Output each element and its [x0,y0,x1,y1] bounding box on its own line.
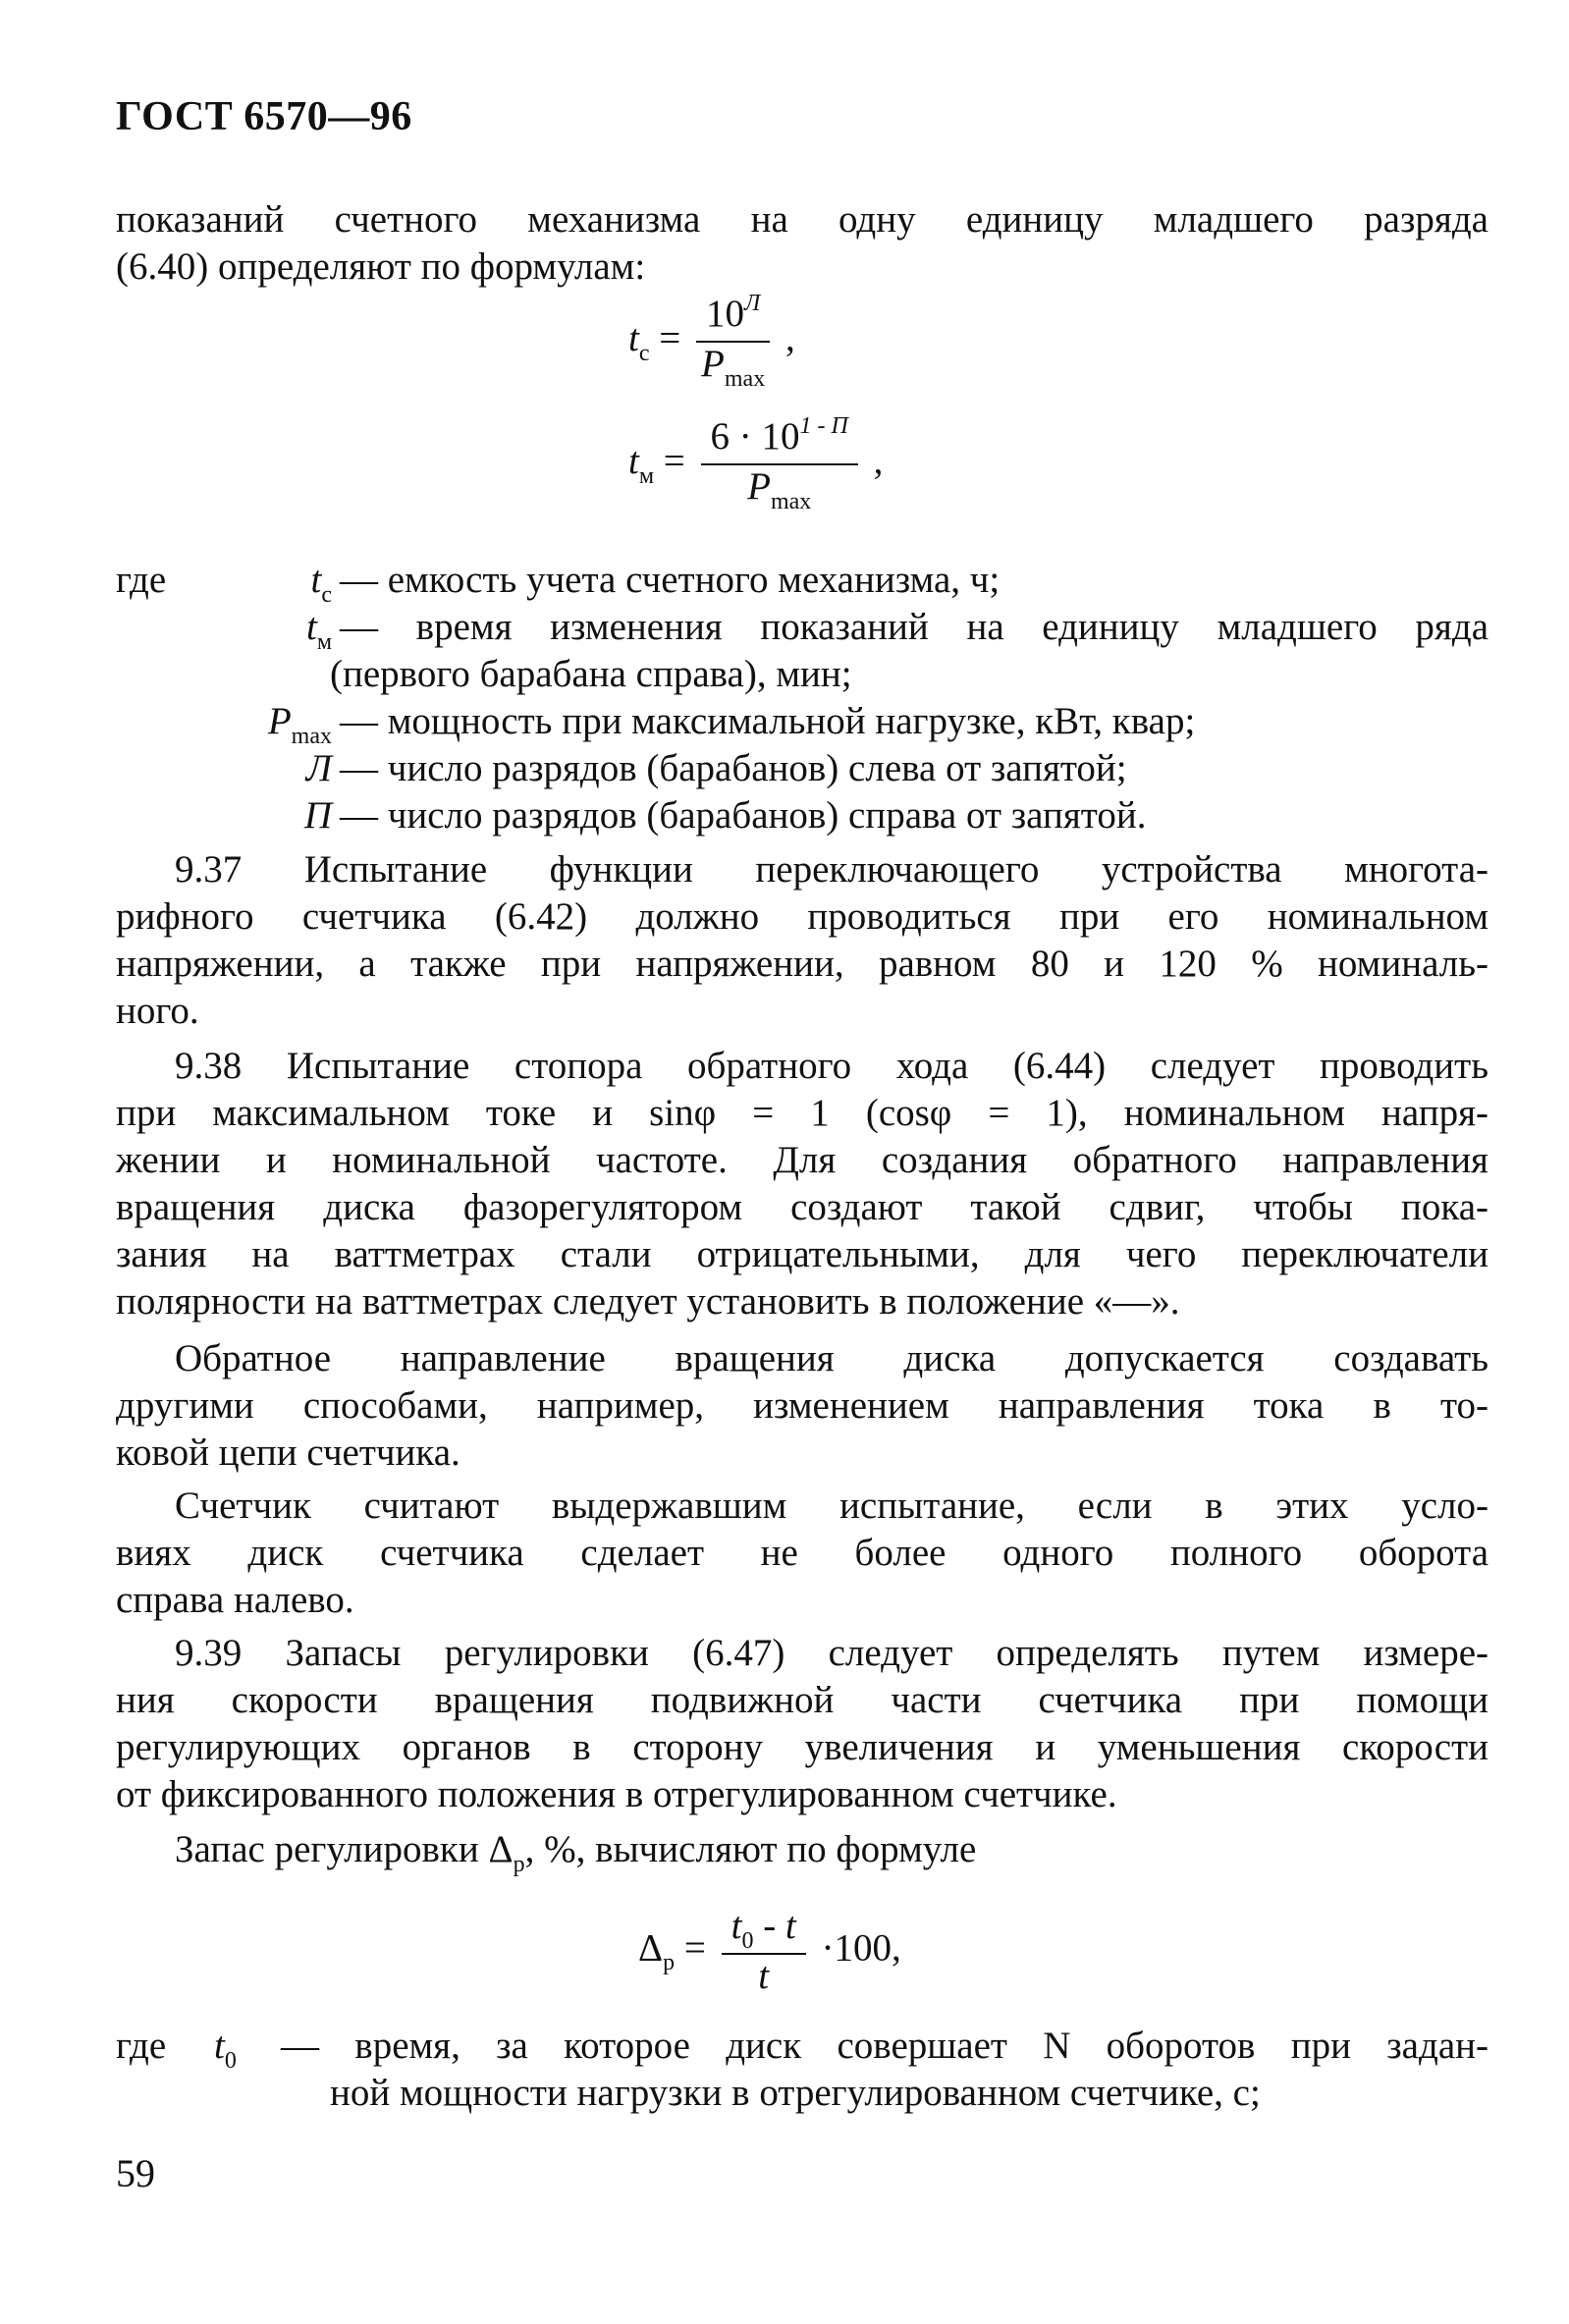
formula-dp: $\Delta_р$ = $\frac{t_0 - t}{t}$ ·100, [638,1905,901,1997]
p-reserve-post: , %, вычисляют по формуле [524,1828,977,1870]
p938-line-4: вращения диска фазорегулятором создают такой сдвиг, чтобы пока- [116,1186,1488,1228]
def-tm-text-cont: (первого барабана справа), мин; [330,653,852,695]
formula-dp-den: t [758,1955,770,1997]
formula-tc-fraction [696,291,770,392]
p-pass-line-1: Счетчик считают выдержавшим испытание, если в этих усло- [175,1485,1488,1527]
p939-line-2: ния скорости вращения подвижной части счетчика при помощи [116,1679,1488,1721]
def-tc-text: — емкость учета счетного механизма, ч; [340,559,1001,601]
formula-tc-num-sup: Л [744,291,761,316]
p-reserve [116,1826,1488,1878]
formula-dp-tail: ·100, [821,1926,901,1970]
p938-line-5: зания на ваттметрах стали отрицательными, для чего переключатели [116,1233,1488,1275]
p937-line-4: ного. [116,990,199,1032]
p937-line-3: напряжении, а также при напряжении, равном 80 и 120 % номиналь- [116,943,1488,985]
def2-sub: 0 [224,2048,237,2074]
formula-dp-num-sub: 0 [741,1928,754,1954]
p-reserve-pre: Запас регулировки Δ [175,1828,514,1870]
formula-dp-fraction [722,1907,806,1996]
formula-tm-num: 6 · 10 [710,415,800,458]
def-pmax-text: — мощность при максимальной нагрузке, кВт, квар; [340,700,1196,742]
def2-line-2: ной мощности нагрузки в отрегулированном счетчике, с; [330,2072,1261,2114]
formula-tm-lhs-sub: м [638,462,655,489]
def2-sym: t [214,2025,225,2067]
def-l-text: — число разрядов (барабанов) слева от запятой; [340,747,1127,789]
p-reserve-sub: р [513,1852,525,1877]
document-header: ГОСТ 6570—96 [116,94,412,139]
formula-tm-lhs: t [628,439,639,482]
def-tm-text: — время изменения показаний на единицу младшего ряда [340,606,1488,648]
p-reverse-line-3: ковой цепи счетчика. [116,1432,460,1474]
formula-tm-den: P [747,465,771,508]
formula-tc-tail: , [785,316,795,359]
def-tm-sym: t [305,606,317,648]
formula-dp-num-rest: - t [753,1905,796,1947]
intro-line-1: показаний счетного механизма на одну единицу младшего разряда [116,198,1488,241]
formula-tm-fraction [701,413,858,514]
page-number: 59 [116,2151,155,2195]
intro-line-2: (6.40) определяют по формулам: [116,245,646,288]
formula-tc-lhs-sub: с [638,340,650,366]
def-tm-sub: м [316,629,332,655]
formula-dp-num: t [730,1905,742,1947]
formula-tm-num-sup: 1 - П [799,413,848,439]
def-p-text: — число разрядов (барабанов) справа от запятой. [340,794,1147,837]
where-label: где [116,559,167,601]
def-tc-sub: с [321,582,332,608]
formula-dp-lhs-sub: р [663,1950,676,1976]
p938-line-6: полярности на ваттметрах следует установить в положение «—». [116,1280,1180,1323]
p937-line-2: рифного счетчика (6.42) должно проводиться при его номинальном [116,895,1488,938]
p938-line-3: жении и номинальной частоте. Для создания обратного направления [116,1139,1488,1181]
p939-line-3: регулирующих органов в сторону увеличения и уменьшения скорости [116,1726,1488,1768]
p939-line-1: 9.39 Запасы регулировки (6.47) следует определять путем измере- [175,1632,1488,1674]
p938-line-1: 9.38 Испытание стопора обратного хода (6.44) следует проводить [175,1045,1488,1087]
p938-line-2: при максимальном токе и sinφ = 1 (cosφ = 1), номинальном напря- [116,1092,1488,1134]
formula-tc-den-sub: max [724,366,766,392]
def-pmax-sub: max [291,724,332,749]
formula-tm-den-sub: max [770,489,812,514]
formula-dp-lhs: Δ [638,1926,664,1970]
def2-row-1 [116,2023,1488,2074]
formula-tm-tail: , [873,439,884,482]
p-reverse-line-2: другими способами, например, изменением направления тока в то- [116,1384,1488,1427]
p-pass-line-2: виях диск счетчика сделает не более одного полного оборота [116,1532,1488,1574]
def-pmax-sym: P [267,700,292,742]
def2-line-1: — время, за которое диск совершает N оборотов при задан- [281,2025,1488,2067]
formula-tc-num: 10 [706,293,744,335]
p-pass-line-3: справа налево. [116,1579,354,1621]
def-tc-sym: t [310,559,322,601]
formula-tc-den: P [701,343,725,385]
p-reverse-line-1: Обратное направление вращения диска допускается создавать [175,1337,1488,1379]
def-p-sym: П [303,794,332,837]
def2-label: где [116,2025,167,2067]
formula-tc: $t_с$ = $\frac{10^Л}{P_{max}}$ , [628,291,795,392]
formula-tm: $t_м$ = $\frac{6 \cdot 10^{1 - П}}{P_{max}}$ , [628,413,884,514]
p939-line-4: от фиксированного положения в отрегулированном счетчике. [116,1773,1117,1815]
formula-tc-lhs: t [628,316,639,359]
p937-line-1: 9.37 Испытание функции переключающего устройства многота- [175,848,1488,891]
def-l-sym: Л [305,747,332,789]
